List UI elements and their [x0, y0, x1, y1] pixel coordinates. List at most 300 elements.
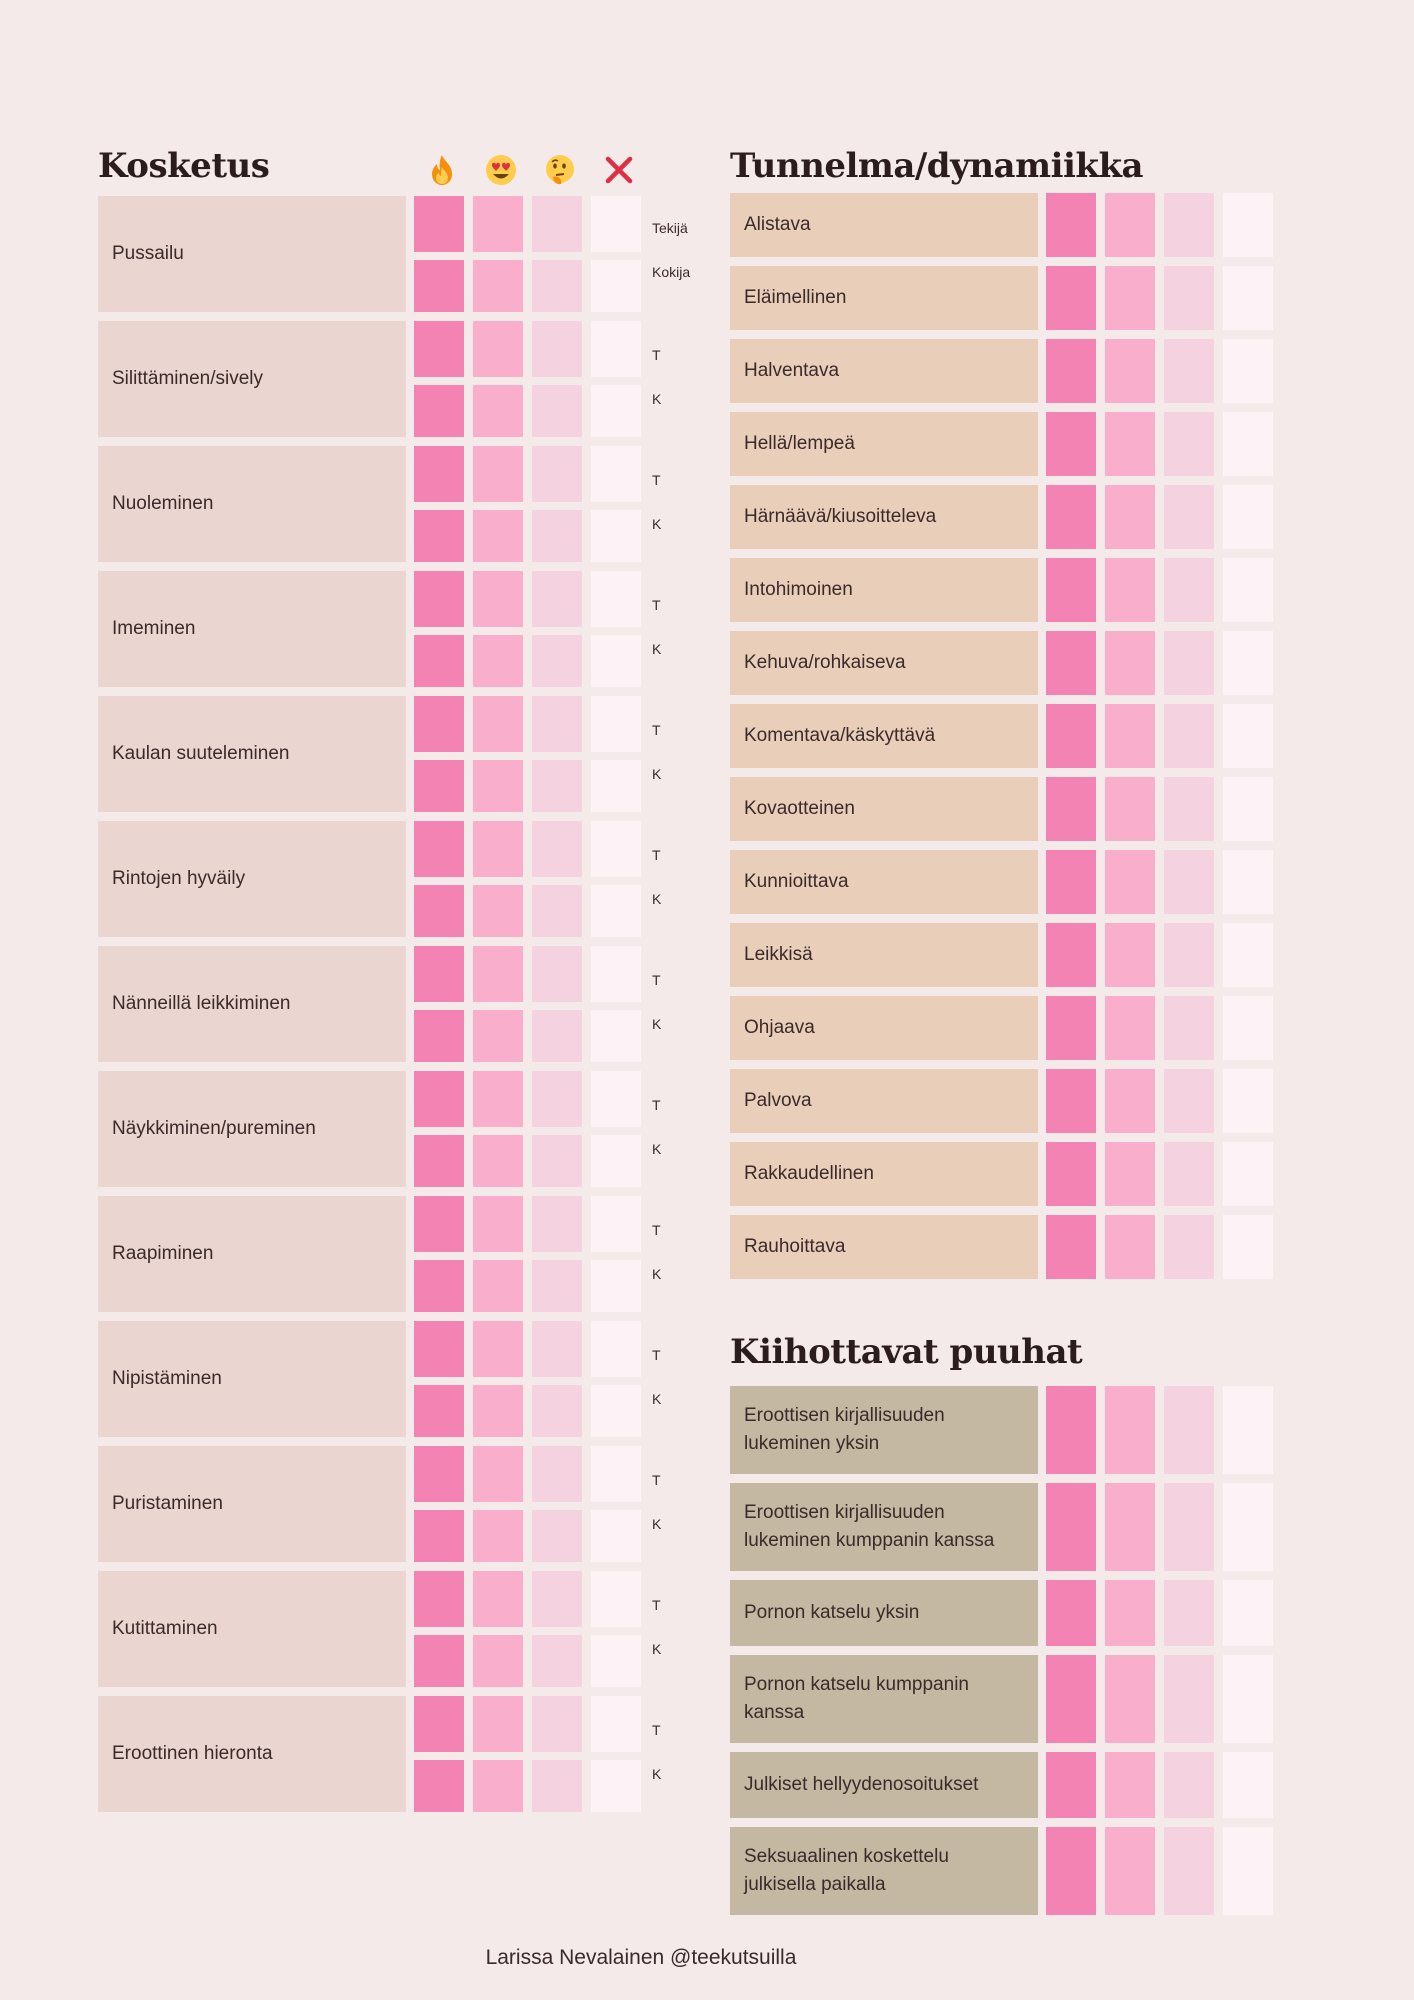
tunnelma-item [730, 704, 1273, 768]
fire-cell[interactable] [414, 1510, 464, 1562]
thinking-cell[interactable] [532, 885, 582, 937]
heart-eyes-cell[interactable] [473, 196, 523, 252]
tunnelma-title: Tunnelma/dynamiikka [730, 146, 1144, 186]
cross-cell[interactable] [1223, 923, 1273, 987]
thinking-cell[interactable] [532, 510, 582, 562]
cross-cell[interactable] [1223, 339, 1273, 403]
item-label [730, 1483, 1038, 1571]
kokija-label: K [652, 641, 662, 657]
heart-eyes-cell[interactable] [473, 1571, 523, 1627]
fire-cell[interactable] [1046, 339, 1096, 403]
cross-mark-icon [599, 150, 639, 190]
cross-cell[interactable] [1223, 485, 1273, 549]
cross-cell[interactable] [1223, 1827, 1273, 1915]
cross-cell[interactable] [591, 1635, 641, 1687]
fire-cell[interactable] [414, 571, 464, 627]
fire-cell[interactable] [1046, 1655, 1096, 1743]
item-label [730, 1386, 1038, 1474]
cross-cell[interactable] [591, 760, 641, 812]
heart-eyes-cell[interactable] [473, 1071, 523, 1127]
kosketus-list [98, 196, 698, 1821]
kokija-label: K [652, 766, 662, 782]
heart-eyes-cell[interactable] [1105, 558, 1155, 622]
cross-cell[interactable] [1223, 996, 1273, 1060]
item-label: Komentava/käskyttävä [730, 704, 1038, 768]
tunnelma-item [730, 631, 1273, 695]
kosketus-item [98, 196, 698, 312]
heart-eyes-cell[interactable] [473, 946, 523, 1002]
cross-cell[interactable] [591, 571, 641, 627]
thinking-cell[interactable] [1164, 777, 1214, 841]
tunnelma-item [730, 339, 1273, 403]
item-label: Imeminen [98, 571, 406, 687]
item-label: Kovaotteinen [730, 777, 1038, 841]
thinking-cell[interactable] [1164, 923, 1214, 987]
kosketus-item [98, 1196, 698, 1312]
fire-cell[interactable] [414, 1696, 464, 1752]
cross-cell[interactable] [1223, 266, 1273, 330]
thinking-cell[interactable] [1164, 850, 1214, 914]
fire-cell[interactable] [1046, 1580, 1096, 1646]
heart-eyes-cell[interactable] [1105, 266, 1155, 330]
fire-cell[interactable] [414, 1135, 464, 1187]
cross-cell[interactable] [591, 821, 641, 877]
tekija-label: T [652, 1097, 661, 1113]
cross-cell[interactable] [1223, 631, 1273, 695]
item-label: Ohjaava [730, 996, 1038, 1060]
heart-eyes-cell[interactable] [1105, 1386, 1155, 1474]
fire-cell[interactable] [414, 946, 464, 1002]
item-label: Raapiminen [98, 1196, 406, 1312]
item-label [730, 1655, 1038, 1743]
item-label: Härnäävä/kiusoitteleva [730, 485, 1038, 549]
thinking-cell[interactable] [532, 1571, 582, 1627]
kiihottavat-title: Kiihottavat puuhat [730, 1332, 1083, 1372]
item-label: Puristaminen [98, 1446, 406, 1562]
kokija-label: K [652, 1641, 662, 1657]
cross-cell[interactable] [1223, 1142, 1273, 1206]
thinking-cell[interactable] [532, 946, 582, 1002]
heart-eyes-cell[interactable] [473, 1446, 523, 1502]
item-label: Hellä/lempeä [730, 412, 1038, 476]
cross-cell[interactable] [591, 635, 641, 687]
heart-eyes-cell[interactable] [1105, 923, 1155, 987]
fire-cell[interactable] [414, 196, 464, 252]
heart-eyes-cell[interactable] [473, 260, 523, 312]
fire-cell[interactable] [1046, 1386, 1096, 1474]
heart-eyes-cell[interactable] [473, 1696, 523, 1752]
thinking-cell[interactable] [1164, 558, 1214, 622]
heart-eyes-cell[interactable] [473, 385, 523, 437]
item-label: Leikkisä [730, 923, 1038, 987]
tunnelma-item [730, 558, 1273, 622]
tekija-label: T [652, 472, 661, 488]
kosketus-item [98, 1446, 698, 1562]
tekija-label: T [652, 722, 661, 738]
item-label: Nipistäminen [98, 1321, 406, 1437]
fire-cell[interactable] [414, 885, 464, 937]
item-label: Rakkaudellinen [730, 1142, 1038, 1206]
thinking-cell[interactable] [1164, 1752, 1214, 1818]
thinking-cell[interactable] [532, 1260, 582, 1312]
heart-eyes-cell[interactable] [473, 1760, 523, 1812]
cross-cell[interactable] [1223, 850, 1273, 914]
heart-eyes-cell[interactable] [1105, 1827, 1155, 1915]
tekija-label: T [652, 1472, 661, 1488]
thinking-cell[interactable] [532, 1321, 582, 1377]
fire-cell[interactable] [1046, 850, 1096, 914]
kosketus-item [98, 821, 698, 937]
cross-cell[interactable] [1223, 777, 1273, 841]
fire-cell[interactable] [1046, 193, 1096, 257]
kiihottavat-item [730, 1827, 1273, 1915]
cross-cell[interactable] [591, 1571, 641, 1627]
fire-cell[interactable] [414, 1071, 464, 1127]
heart-eyes-cell[interactable] [1105, 1483, 1155, 1571]
tekija-label: T [652, 347, 661, 363]
tunnelma-item [730, 777, 1273, 841]
fire-cell[interactable] [414, 760, 464, 812]
kosketus-item [98, 696, 698, 812]
item-label: Näykkiminen/pureminen [98, 1071, 406, 1187]
label-line: Julkiset hellyydenosoitukset [744, 1774, 979, 1795]
item-label: Alistava [730, 193, 1038, 257]
footer-credit: Larissa Nevalainen @teekutsuilla [485, 1946, 797, 1969]
thinking-cell[interactable] [532, 760, 582, 812]
tekija-label: T [652, 847, 661, 863]
tekija-label: T [652, 1347, 661, 1363]
item-label: Palvova [730, 1069, 1038, 1133]
thinking-cell[interactable] [1164, 1215, 1214, 1279]
cross-cell[interactable] [591, 260, 641, 312]
cross-cell[interactable] [1223, 1752, 1273, 1818]
heart-eyes-cell[interactable] [1105, 485, 1155, 549]
item-label: Rintojen hyväily [98, 821, 406, 937]
kosketus-item [98, 1321, 698, 1437]
item-label: Nuoleminen [98, 446, 406, 562]
thinking-face-icon [540, 150, 580, 190]
heart-eyes-cell[interactable] [1105, 1142, 1155, 1206]
thinking-cell[interactable] [1164, 1386, 1214, 1474]
kosketus-item [98, 946, 698, 1062]
fire-cell[interactable] [414, 260, 464, 312]
heart-eyes-cell[interactable] [473, 321, 523, 377]
cross-cell[interactable] [591, 1760, 641, 1812]
cross-cell[interactable] [1223, 412, 1273, 476]
fire-cell[interactable] [1046, 412, 1096, 476]
fire-cell[interactable] [1046, 266, 1096, 330]
heart-eyes-cell[interactable] [473, 1510, 523, 1562]
fire-cell[interactable] [414, 510, 464, 562]
tekija-label: T [652, 972, 661, 988]
fire-cell[interactable] [1046, 1069, 1096, 1133]
thinking-cell[interactable] [1164, 1142, 1214, 1206]
cross-cell[interactable] [591, 321, 641, 377]
thinking-cell[interactable] [532, 1135, 582, 1187]
label-line: julkisella paikalla [744, 1874, 886, 1895]
cross-cell[interactable] [1223, 704, 1273, 768]
item-label [730, 1580, 1038, 1646]
fire-cell[interactable] [1046, 704, 1096, 768]
kosketus-item [98, 446, 698, 562]
thinking-cell[interactable] [532, 1385, 582, 1437]
cross-cell[interactable] [591, 196, 641, 252]
tunnelma-item [730, 412, 1273, 476]
fire-cell[interactable] [414, 1571, 464, 1627]
heart-eyes-cell[interactable] [1105, 777, 1155, 841]
kokija-label: K [652, 1266, 662, 1282]
thinking-cell[interactable] [532, 385, 582, 437]
label-line: kanssa [744, 1702, 805, 1723]
item-label: Eläimellinen [730, 266, 1038, 330]
heart-eyes-cell[interactable] [1105, 412, 1155, 476]
item-label: Nänneillä leikkiminen [98, 946, 406, 1062]
cross-cell[interactable] [591, 510, 641, 562]
kosketus-item [98, 1571, 698, 1687]
cross-cell[interactable] [1223, 193, 1273, 257]
rating-header [0, 150, 700, 190]
thinking-cell[interactable] [532, 821, 582, 877]
item-label: Intohimoinen [730, 558, 1038, 622]
thinking-cell[interactable] [1164, 631, 1214, 695]
fire-cell[interactable] [414, 1760, 464, 1812]
cross-cell[interactable] [1223, 1483, 1273, 1571]
cross-cell[interactable] [1223, 1386, 1273, 1474]
fire-cell[interactable] [1046, 558, 1096, 622]
fire-cell[interactable] [1046, 1827, 1096, 1915]
thinking-cell[interactable] [1164, 996, 1214, 1060]
label-line: Eroottisen kirjallisuuden [744, 1405, 945, 1426]
label-line: Pornon katselu kumppanin [744, 1674, 969, 1695]
cross-cell[interactable] [1223, 558, 1273, 622]
heart-eyes-cell[interactable] [473, 1260, 523, 1312]
heart-eyes-cell[interactable] [473, 821, 523, 877]
heart-eyes-cell[interactable] [1105, 1580, 1155, 1646]
heart-eyes-cell[interactable] [1105, 1655, 1155, 1743]
thinking-cell[interactable] [532, 1760, 582, 1812]
heart-eyes-cell[interactable] [1105, 1215, 1155, 1279]
fire-cell[interactable] [1046, 1142, 1096, 1206]
heart-eyes-cell[interactable] [1105, 339, 1155, 403]
thinking-cell[interactable] [1164, 412, 1214, 476]
heart-eyes-cell[interactable] [473, 446, 523, 502]
heart-eyes-cell[interactable] [1105, 850, 1155, 914]
kiihottavat-item [730, 1483, 1273, 1571]
kokija-label: K [652, 516, 662, 532]
cross-cell[interactable] [1223, 1069, 1273, 1133]
thinking-cell[interactable] [532, 1635, 582, 1687]
fire-cell[interactable] [1046, 631, 1096, 695]
item-label [730, 1752, 1038, 1818]
tunnelma-item [730, 1142, 1273, 1206]
tunnelma-item [730, 1069, 1273, 1133]
thinking-cell[interactable] [532, 571, 582, 627]
thinking-cell[interactable] [532, 1446, 582, 1502]
heart-eyes-cell[interactable] [1105, 1752, 1155, 1818]
item-label: Kunnioittava [730, 850, 1038, 914]
cross-cell[interactable] [1223, 1580, 1273, 1646]
thinking-cell[interactable] [1164, 266, 1214, 330]
fire-cell[interactable] [414, 1321, 464, 1377]
kokija-label: K [652, 1141, 662, 1157]
cross-cell[interactable] [591, 446, 641, 502]
fire-cell[interactable] [414, 1260, 464, 1312]
kokija-label: Kokija [652, 264, 691, 280]
kiihottavat-item [730, 1655, 1273, 1743]
fire-cell[interactable] [1046, 1483, 1096, 1571]
fire-cell[interactable] [1046, 777, 1096, 841]
kokija-label: K [652, 1766, 662, 1782]
thinking-cell[interactable] [532, 1071, 582, 1127]
item-label [730, 1827, 1038, 1915]
heart-eyes-cell[interactable] [473, 1010, 523, 1062]
fire-cell[interactable] [1046, 485, 1096, 549]
thinking-cell[interactable] [532, 1010, 582, 1062]
item-label: Rauhoittava [730, 1215, 1038, 1279]
fire-cell[interactable] [414, 321, 464, 377]
thinking-cell[interactable] [532, 1510, 582, 1562]
thinking-cell[interactable] [1164, 1483, 1214, 1571]
kokija-label: K [652, 1016, 662, 1032]
heart-eyes-cell[interactable] [473, 885, 523, 937]
thinking-cell[interactable] [532, 446, 582, 502]
thinking-cell[interactable] [532, 635, 582, 687]
heart-eyes-cell[interactable] [1105, 704, 1155, 768]
thinking-cell[interactable] [532, 196, 582, 252]
fire-cell[interactable] [1046, 1752, 1096, 1818]
thinking-cell[interactable] [1164, 704, 1214, 768]
heart-eyes-cell[interactable] [1105, 1069, 1155, 1133]
fire-cell[interactable] [414, 1385, 464, 1437]
thinking-cell[interactable] [532, 260, 582, 312]
item-label: Kutittaminen [98, 1571, 406, 1687]
fire-cell[interactable] [414, 1010, 464, 1062]
label-line: lukeminen kumppanin kanssa [744, 1530, 995, 1551]
tunnelma-item [730, 923, 1273, 987]
cross-cell[interactable] [591, 1010, 641, 1062]
label-line: Pornon katselu yksin [744, 1602, 920, 1623]
kosketus-title: Kosketus [98, 146, 270, 186]
tunnelma-item [730, 850, 1273, 914]
fire-cell[interactable] [414, 696, 464, 752]
kosketus-item [98, 321, 698, 437]
thinking-cell[interactable] [1164, 485, 1214, 549]
thinking-cell[interactable] [1164, 193, 1214, 257]
heart-eyes-cell[interactable] [1105, 193, 1155, 257]
fire-cell[interactable] [414, 1196, 464, 1252]
heart-eyes-cell[interactable] [473, 1635, 523, 1687]
cross-cell[interactable] [591, 1135, 641, 1187]
item-label: Silittäminen/sively [98, 321, 406, 437]
heart-eyes-cell[interactable] [473, 635, 523, 687]
fire-cell[interactable] [414, 385, 464, 437]
kokija-label: K [652, 1516, 662, 1532]
thinking-cell[interactable] [1164, 1827, 1214, 1915]
kosketus-item [98, 1696, 698, 1812]
tunnelma-item [730, 193, 1273, 257]
thinking-cell[interactable] [1164, 1655, 1214, 1743]
fire-cell[interactable] [414, 1446, 464, 1502]
cross-cell[interactable] [591, 696, 641, 752]
fire-cell[interactable] [414, 1635, 464, 1687]
heart-eyes-cell[interactable] [473, 571, 523, 627]
label-line: Seksuaalinen koskettelu [744, 1846, 949, 1867]
label-line: lukeminen yksin [744, 1433, 880, 1454]
tunnelma-item [730, 266, 1273, 330]
tunnelma-item [730, 485, 1273, 549]
label-line: Eroottisen kirjallisuuden [744, 1502, 945, 1523]
fire-cell[interactable] [1046, 923, 1096, 987]
fire-cell[interactable] [1046, 996, 1096, 1060]
tekija-label: T [652, 1722, 661, 1738]
fire-cell[interactable] [414, 635, 464, 687]
tekija-label: Tekijä [652, 220, 688, 236]
heart-eyes-cell[interactable] [473, 1385, 523, 1437]
cross-cell[interactable] [591, 885, 641, 937]
cross-cell[interactable] [591, 1321, 641, 1377]
cross-cell[interactable] [591, 1260, 641, 1312]
cross-cell[interactable] [1223, 1215, 1273, 1279]
kiihottavat-item [730, 1386, 1273, 1474]
cross-cell[interactable] [591, 1696, 641, 1752]
heart-eyes-cell[interactable] [473, 510, 523, 562]
thinking-cell[interactable] [1164, 1580, 1214, 1646]
kokija-label: K [652, 891, 662, 907]
thinking-cell[interactable] [532, 696, 582, 752]
kiihottavat-list [730, 1386, 1273, 1924]
item-label: Kaulan suuteleminen [98, 696, 406, 812]
heart-eyes-cell[interactable] [473, 1135, 523, 1187]
kokija-label: K [652, 1391, 662, 1407]
fire-cell[interactable] [414, 821, 464, 877]
thinking-cell[interactable] [532, 321, 582, 377]
fire-cell[interactable] [414, 446, 464, 502]
thinking-cell[interactable] [1164, 1069, 1214, 1133]
cross-cell[interactable] [591, 1446, 641, 1502]
tekija-label: T [652, 1597, 661, 1613]
cross-cell[interactable] [591, 946, 641, 1002]
fire-cell[interactable] [1046, 1215, 1096, 1279]
cross-cell[interactable] [591, 385, 641, 437]
tunnelma-item [730, 1215, 1273, 1279]
heart-eyes-cell[interactable] [1105, 631, 1155, 695]
kosketus-item [98, 1071, 698, 1187]
item-label: Halventava [730, 339, 1038, 403]
cross-cell[interactable] [591, 1510, 641, 1562]
heart-eyes-cell[interactable] [473, 760, 523, 812]
tunnelma-list [730, 193, 1273, 1288]
heart-eyes-cell[interactable] [473, 1196, 523, 1252]
cross-cell[interactable] [591, 1385, 641, 1437]
cross-cell[interactable] [591, 1196, 641, 1252]
heart-eyes-cell[interactable] [1105, 996, 1155, 1060]
cross-cell[interactable] [1223, 1655, 1273, 1743]
thinking-cell[interactable] [1164, 339, 1214, 403]
cross-cell[interactable] [591, 1071, 641, 1127]
kokija-label: K [652, 391, 662, 407]
thinking-cell[interactable] [532, 1196, 582, 1252]
thinking-cell[interactable] [532, 1696, 582, 1752]
tekija-label: T [652, 1222, 661, 1238]
heart-eyes-icon [481, 150, 521, 190]
heart-eyes-cell[interactable] [473, 696, 523, 752]
tekija-label: T [652, 597, 661, 613]
heart-eyes-cell[interactable] [473, 1321, 523, 1377]
item-label: Pussailu [98, 196, 406, 312]
kiihottavat-item [730, 1580, 1273, 1646]
kosketus-item [98, 571, 698, 687]
kiihottavat-item [730, 1752, 1273, 1818]
